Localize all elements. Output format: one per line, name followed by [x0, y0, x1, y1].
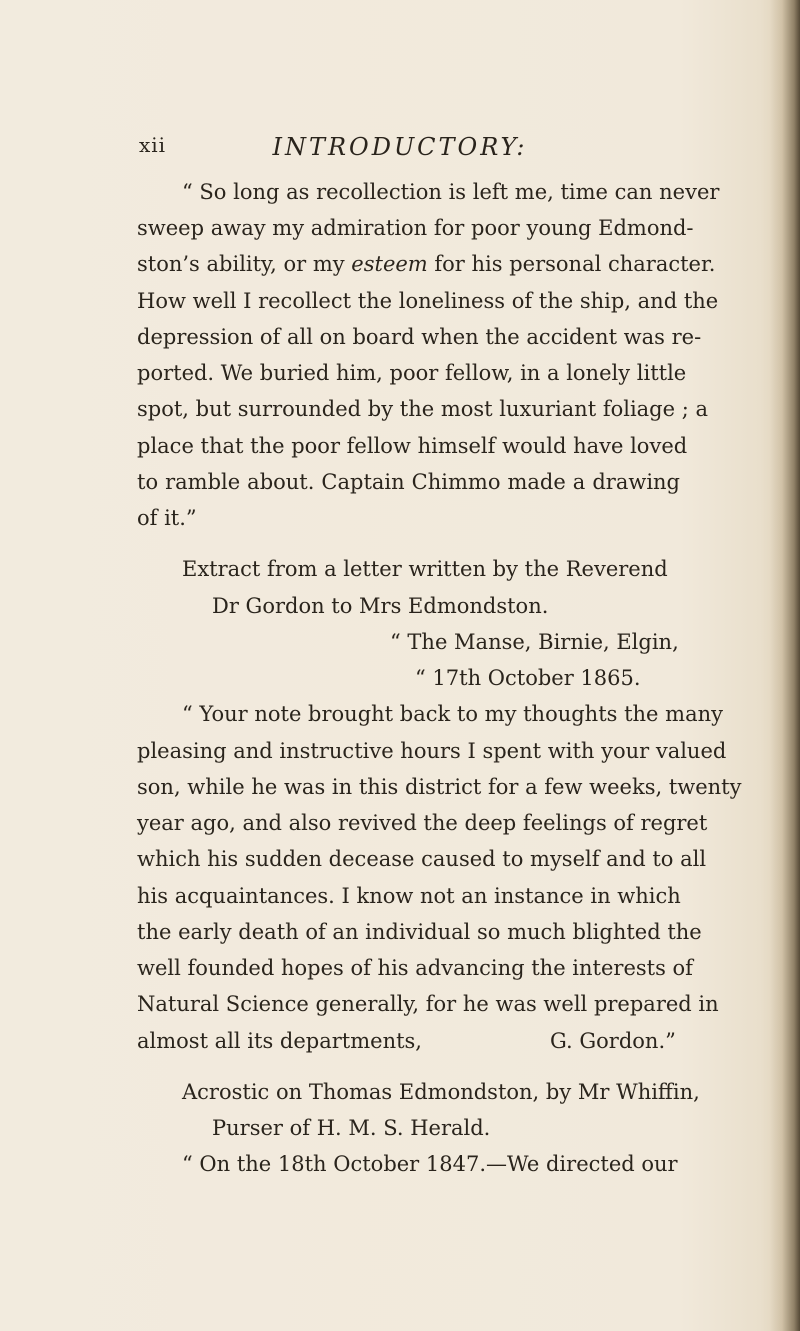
text-line: well founded hopes of his advancing the interests of [137, 956, 693, 980]
acrostic-heading-line: Acrostic on Thomas Edmondston, by Mr Whiffin, [182, 1080, 700, 1104]
text-line: “ On the 18th October 1847.—We directed our [182, 1152, 678, 1176]
text-line: of it.” [137, 506, 197, 530]
text-line: “ Your note brought back to my thoughts the many [182, 702, 723, 726]
text-line: Natural Science generally, for he was well prepared in [137, 992, 719, 1016]
text-line: son, while he was in this district for a few weeks, twenty [137, 775, 742, 799]
text-line: sweep away my admiration for poor young Edmond- [137, 216, 694, 240]
text-line: to ramble about. Captain Chimmo made a drawing [137, 470, 680, 494]
letter-signature: G. Gordon.” [550, 1029, 676, 1053]
extract-heading-line: Dr Gordon to Mrs Edmondston. [212, 594, 549, 618]
extract-heading-line: Extract from a letter written by the Reverend [182, 557, 668, 581]
page-number: xii [139, 133, 167, 157]
text-line: pleasing and instructive hours I spent with your valued [137, 739, 727, 763]
page-edge-shadow [770, 0, 800, 1331]
text-line: ston’s ability, or my esteem for his personal character. [137, 252, 716, 276]
letter-date: “ 17th October 1865. [415, 666, 641, 690]
text-line: almost all its departments, [137, 1029, 422, 1053]
running-title: INTRODUCTORY: [272, 133, 528, 161]
text-line: which his sudden decease caused to myself and to all [137, 847, 707, 871]
text-line: ported. We buried him, poor fellow, in a lonely little [137, 361, 687, 385]
text-line: his acquaintances. I know not an instance in which [137, 884, 681, 908]
letter-address: “ The Manse, Birnie, Elgin, [390, 630, 679, 654]
text-line: spot, but surrounded by the most luxuriant foliage ; a [137, 397, 708, 421]
acrostic-heading-line: Purser of H. M. S. Herald. [212, 1116, 491, 1140]
text-line: How well I recollect the loneliness of the ship, and the [137, 289, 719, 313]
text-line: place that the poor fellow himself would have loved [137, 434, 688, 458]
text-line: “ So long as recollection is left me, time can never [182, 180, 720, 204]
running-head [0, 133, 800, 167]
text-line: depression of all on board when the accident was re- [137, 325, 702, 349]
text-line: the early death of an individual so much blighted the [137, 920, 702, 944]
text-line: year ago, and also revived the deep feelings of regret [137, 811, 708, 835]
